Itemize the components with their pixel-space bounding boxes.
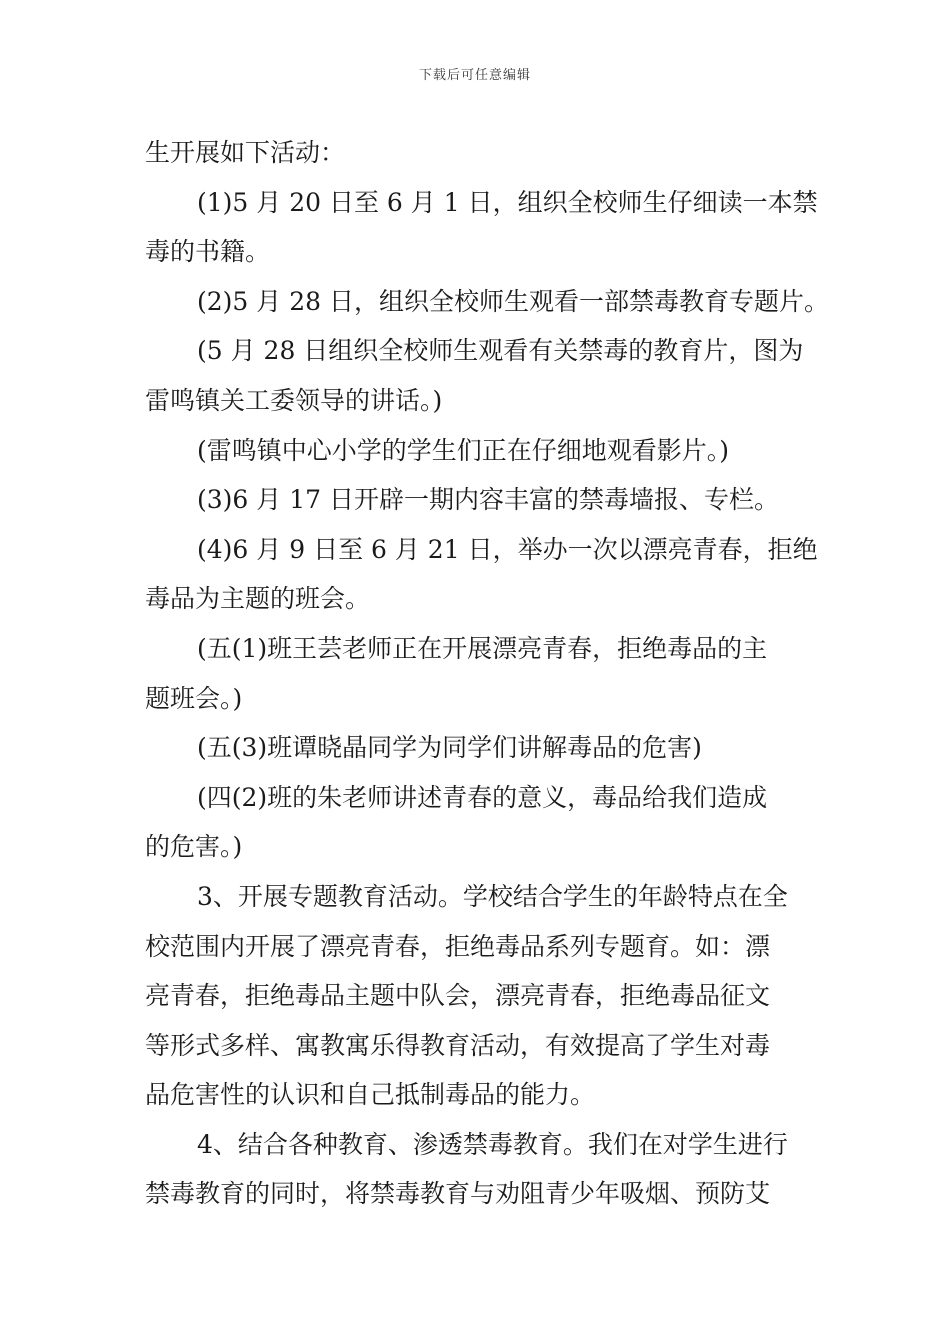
text-line: 校范围内开展了漂亮青春，拒绝毒品系列专题育。如：漂 [145,931,771,961]
text-line: (5 月 28 日组织全校师生观看有关禁毒的教育片，图为 [197,336,804,366]
document-body [145,128,829,1219]
text-line: 毒品为主题的班会。 [145,584,371,614]
text-line: (3)6 月 17 日开辟一期内容丰富的禁毒墙报、专栏。 [197,485,779,515]
text-line: 毒的书籍。 [145,237,271,267]
text-line: 4、结合各种教育、渗透禁毒教育。我们在对学生进行 [197,1129,788,1159]
page-header: 下载后可任意编辑 [418,68,531,83]
text-line: 品危害性的认识和自己抵制毒品的能力。 [145,1080,596,1110]
text-line: (4)6 月 9 日至 6 月 21 日，举办一次以漂亮青春，拒绝 [197,534,818,564]
text-line: (五(3)班谭晓晶同学为同学们讲解毒品的危害) [197,733,702,763]
text-line: 等形式多样、寓教寓乐得教育活动，有效提高了学生对毒 [145,1030,771,1060]
text-line: 生开展如下活动： [145,138,346,167]
text-line: 禁毒教育的同时，将禁毒教育与劝阻青少年吸烟、预防艾 [145,1179,771,1209]
text-line: 雷鸣镇关工委领导的讲话。) [145,385,443,415]
text-line: 题班会。) [145,683,243,713]
text-line: (1)5 月 20 日至 6 月 1 日，组织全校师生仔细读一本禁 [197,187,818,217]
text-line: (雷鸣镇中心小学的学生们正在仔细地观看影片。) [197,435,730,465]
text-line: 亮青春，拒绝毒品主题中队会，漂亮青春，拒绝毒品征文 [145,981,771,1011]
text-line: (五(1)班王芸老师正在开展漂亮青春，拒绝毒品的主 [197,633,768,663]
text-line: (四(2)班的朱老师讲述青春的意义，毒品给我们造成 [197,782,768,812]
text-line: 3、开展专题教育活动。学校结合学生的年龄特点在全 [197,881,788,911]
text-line: 的危害。) [145,832,243,862]
text-line: (2)5 月 28 日，组织全校师生观看一部禁毒教育专题片。 [197,286,829,316]
